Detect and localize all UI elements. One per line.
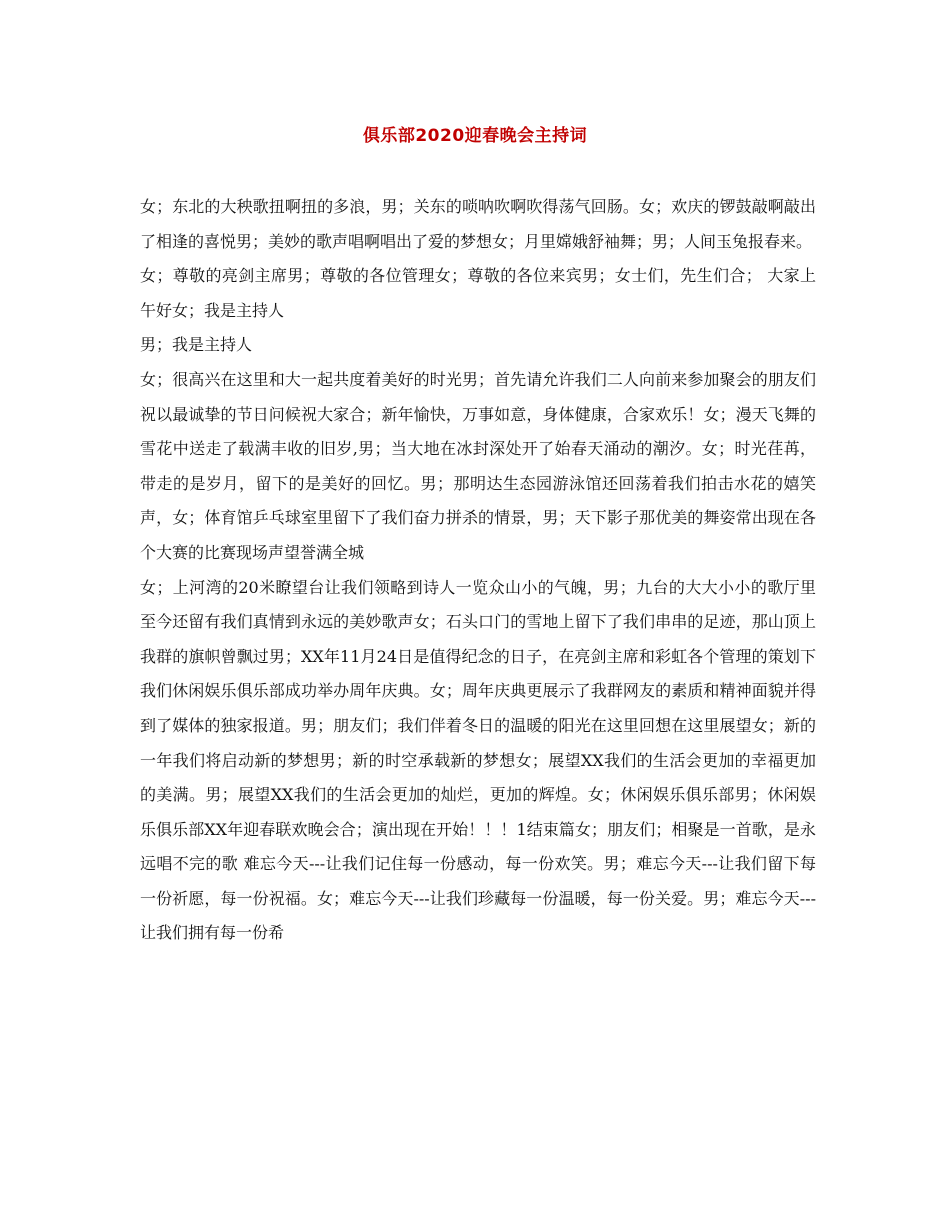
paragraph-3: 男；我是主持人 — [140, 335, 253, 355]
paragraph-4: 女；很高兴在这里和大一起共度着美好的时光男；首先请允许我们二人向前来参加聚会的朋友们祝以最诚挚的节日问候祝大家合；新年愉快，万事如意，身体健康，合家欢乐！女；漫天飞舞的雪花中送走了载满丰收的旧岁,男；当大地在冰封深处开了始春天涌动的潮汐。女；时光荏苒，带走的是岁月，留下的是美好的回忆。男；那明达生态园游泳馆还回荡着我们拍击水花的嬉笑声，女；体育馆乒乓球室里留下了我们奋力拼杀的情景，男；天下影子那优美的舞姿常出现在各个大赛的比赛现场声望誉满全城 — [140, 369, 816, 562]
paragraph-2: 女；尊敬的亮剑主席男；尊敬的各位管理女；尊敬的各位来宾男；女士们，先生们合； 大家上午好女；我是主持人 — [140, 266, 816, 320]
document-body — [140, 190, 816, 951]
document-title: 俱乐部2020迎春晚会主持词 — [362, 126, 588, 146]
paragraph-1: 女；东北的大秧歌扭啊扭的多浪，男；关东的唢呐吹啊吹得荡气回肠。女；欢庆的锣鼓敲啊敲出了相逢的喜悦男；美妙的歌声唱啊唱出了爱的梦想女；月里嫦娥舒袖舞；男；人间玉兔报春来。 — [140, 197, 816, 251]
paragraph-5: 女；上河湾的20米瞭望台让我们领略到诗人一览众山小的气魄，男；九台的大大小小的歌厅里至今还留有我们真情到永远的美妙歌声女；石头口门的雪地上留下了我们串串的足迹，那山顶上我群的旗帜曾飘过男；XX年11月24日是值得纪念的日子，在亮剑主席和彩虹各个管理的策划下我们休闲娱乐俱乐部成功举办周年庆典。女；周年庆典更展示了我群网友的素质和精神面貌并得到了媒体的独家报道。男；朋友们；我们伴着冬日的温暖的阳光在这里回想在这里展望女；新的一年我们将启动新的梦想男；新的时空承载新的梦想女；展望XX我们的生活会更加的幸福更加的美满。男；展望XX我们的生活会更加的灿烂，更加的辉煌。女；休闲娱乐俱乐部男；休闲娱乐俱乐部XX年迎春联欢晚会合；演出现在开始！！！1结束篇女；朋友们；相聚是一首歌，是永远唱不完的歌 难忘今天---让我们记住每一份感动，每一份欢笑。男；难忘今天---让我们留下每一份祈愿，每一份祝福。女；难忘今天---让我们珍藏每一份温暖，每一份关爱。男；难忘今天---让我们拥有每一份希 — [140, 577, 816, 943]
